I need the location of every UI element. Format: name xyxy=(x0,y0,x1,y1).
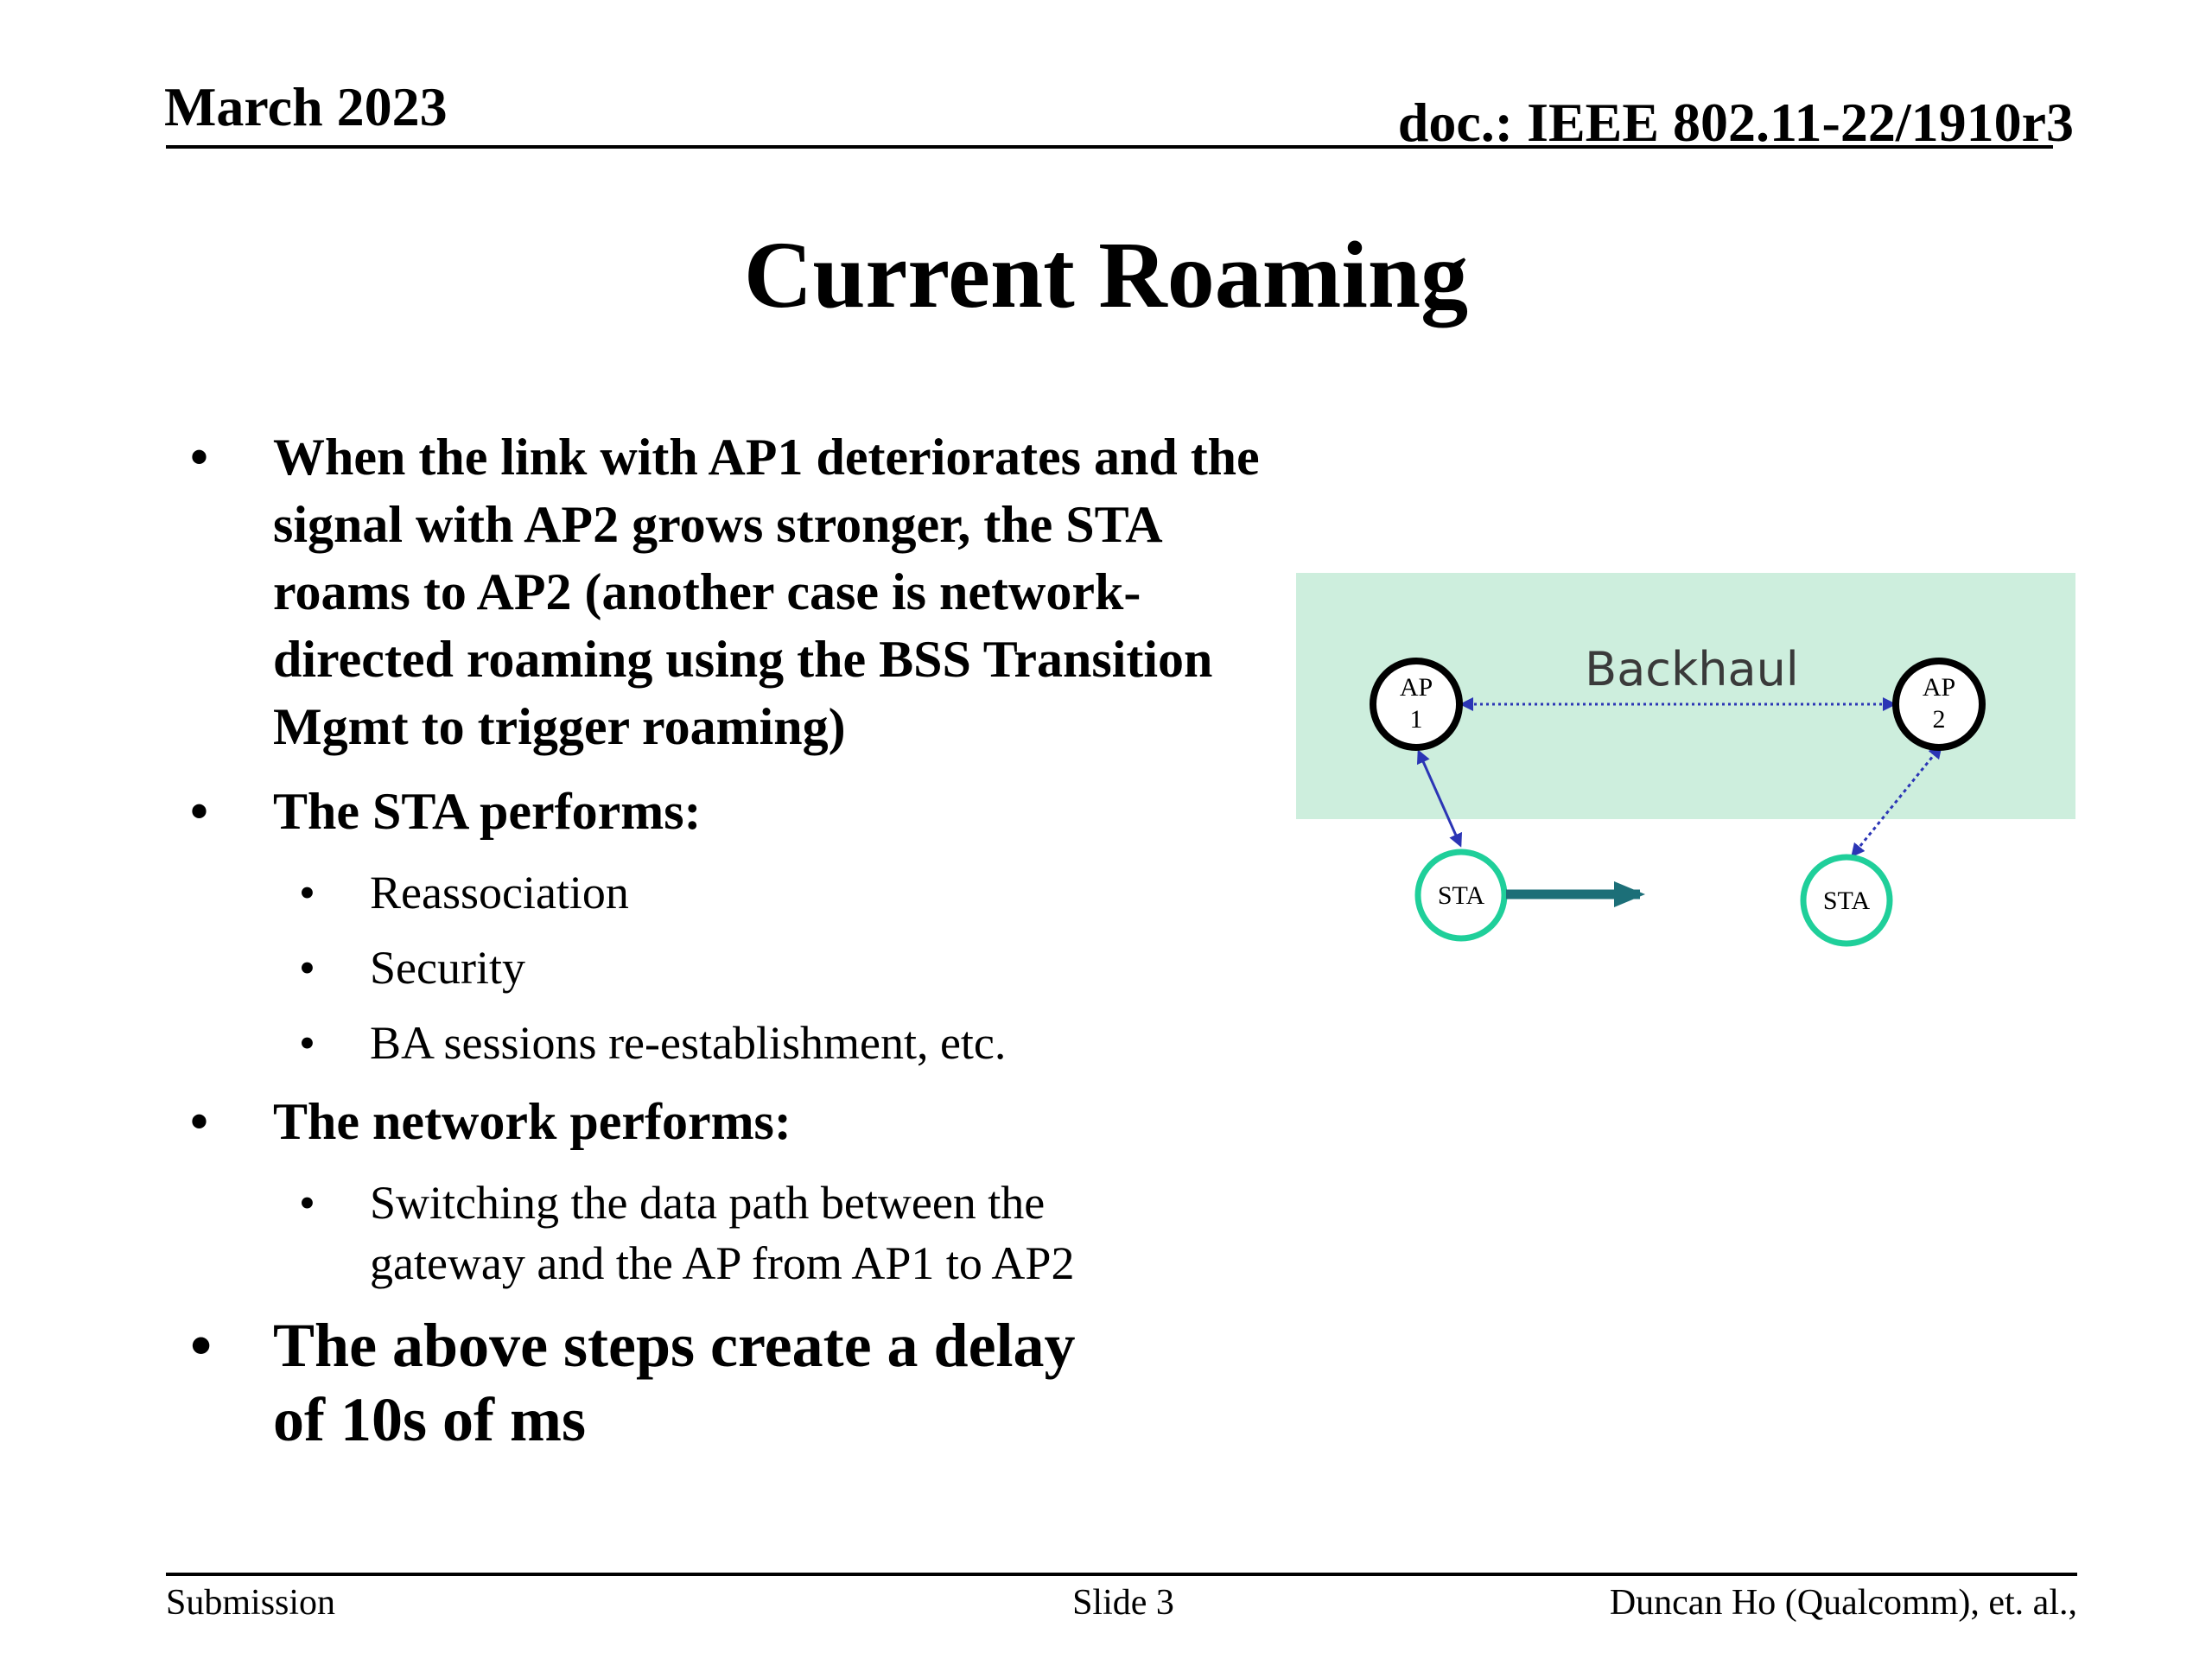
ap2-node xyxy=(1896,661,1982,747)
ap2-label-line1: AP xyxy=(1922,673,1956,702)
sub-bullet-text: BA sessions re-establishment, etc. xyxy=(370,1017,1007,1069)
bullet-glyph: • xyxy=(190,1311,213,1380)
bullet-glyph: • xyxy=(299,1177,315,1229)
header-doc-id: doc.: IEEE 802.11-22/1910r3 xyxy=(1397,92,2074,153)
backhaul-label: Backhaul xyxy=(1585,642,1799,696)
bullet-text: The network performs: xyxy=(273,1093,791,1150)
sub-bullet-text: Switching the data path between the gateway and the AP from AP1 to AP2 xyxy=(370,1177,1075,1289)
sub-bullet-text: Security xyxy=(370,942,525,994)
ap2-label-line2: 2 xyxy=(1932,705,1946,734)
roaming-diagram xyxy=(1296,570,2126,985)
bullet-sta-performs xyxy=(190,778,1262,845)
sub-bullet-text: Reassociation xyxy=(370,867,629,918)
bullet-glyph: • xyxy=(299,1017,315,1069)
bullet-glyph: • xyxy=(190,1093,209,1150)
sub-bullet-ba-sessions xyxy=(190,1013,1262,1073)
bullet-text: The STA performs: xyxy=(273,783,702,840)
sta-left-node xyxy=(1418,852,1504,938)
sub-bullet-data-path xyxy=(190,1173,1262,1294)
bullet-network-performs xyxy=(190,1088,1262,1155)
sub-bullet-security xyxy=(190,938,1262,998)
footer-submission: Submission xyxy=(166,1583,336,1623)
slide-title: Current Roaming xyxy=(743,222,1469,327)
header-rule xyxy=(166,145,2053,149)
bullet-roaming-trigger xyxy=(190,423,1262,760)
bullet-list xyxy=(190,423,1262,1474)
sub-bullet-reassociation xyxy=(190,862,1262,923)
bullet-glyph: • xyxy=(299,942,315,994)
sta-left-label: STA xyxy=(1437,881,1485,910)
sta-right-label: STA xyxy=(1822,887,1871,915)
footer-author: Duncan Ho (Qualcomm), et. al., xyxy=(1609,1583,2077,1623)
header-date: March 2023 xyxy=(164,76,448,137)
ap1-label-line2: 1 xyxy=(1409,705,1423,734)
sta-right-node xyxy=(1803,857,1890,944)
bullet-glyph: • xyxy=(299,867,315,918)
bullet-glyph: • xyxy=(190,429,209,486)
bullet-glyph: • xyxy=(190,783,209,840)
footer-slide-number: Slide 3 xyxy=(1072,1583,1174,1623)
ap1-label-line1: AP xyxy=(1399,673,1433,702)
bullet-text: The above steps create a delay of 10s of ms xyxy=(273,1311,1076,1454)
bullet-text: When the link with AP1 deteriorates and the signal with AP2 grows stronger, the STA roams to AP2 (another case is network-directed roaming using the BSS Transition Mgmt to trigger roaming) xyxy=(273,429,1260,755)
bullet-delay xyxy=(190,1308,1262,1457)
ap1-node xyxy=(1373,661,1459,747)
footer-rule xyxy=(166,1573,2077,1576)
